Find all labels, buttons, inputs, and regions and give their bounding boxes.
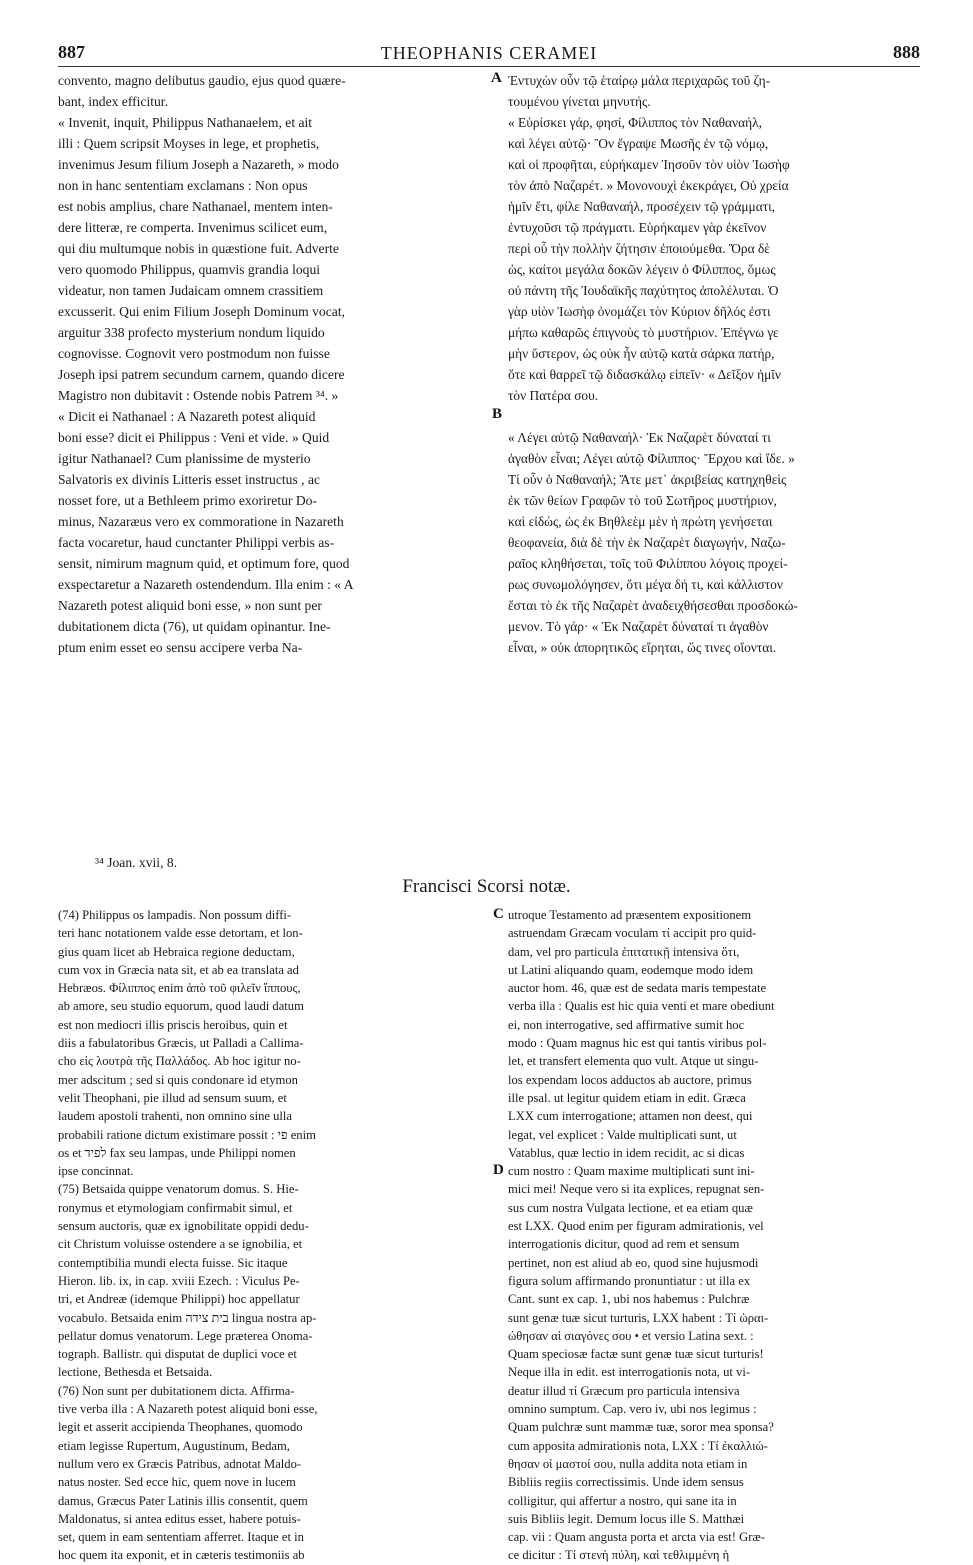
latin-text-line: videatur, non tamen Judaicam omnem crassitiem: [58, 283, 324, 298]
note-line: Quam speciosæ factæ sunt genæ tuæ sicut turturis!: [508, 1347, 764, 1362]
note-line: gius quam licet ab Hebraica regione deductam,: [58, 944, 295, 959]
note-line: contemptibilia mundi electa fuisse. Sic itaque: [58, 1255, 288, 1270]
latin-text-line: arguitur 338 profecto mysterium nondum liquido: [58, 325, 325, 340]
note-line: est non mediocri illis priscis heroibus, quin et: [58, 1017, 288, 1032]
note-line: cap. vii : Quam angusta porta et arcta via est! Græ-: [508, 1530, 766, 1545]
greek-text-line: οὐ πάντη τῆς Ἰουδαϊκῆς παχύτητος ἀπολέλυται. Ὁ: [508, 283, 779, 298]
note-line: θησαν οἱ μαστοί σου, nulla addita nota etiam in: [508, 1456, 748, 1471]
latin-text-line: Salvatoris ex divinis Litteris esset instructus , ac: [58, 472, 321, 487]
note-line: Bibliis regiis correctissimis. Unde idem sensus: [508, 1475, 744, 1490]
greek-text-line: Τί οὖν ὁ Ναθαναήλ; Ἅτε μετ᾽ ἀκριβείας κατηχηθεὶς: [508, 472, 787, 487]
note-line: pertinet, non est aliud ab eo, quod sine hujusmodi: [508, 1255, 759, 1270]
note-line: sus cum nostra Vulgata lectione, et ea etiam quæ: [508, 1200, 753, 1215]
greek-text-line: καὶ οἱ προφῆται, εὑρήκαμεν Ἰησοῦν τὸν υἱὸν Ἰωσὴφ: [508, 157, 790, 172]
greek-text-line: τὸν ἀπὸ Ναζαρέτ. » Μονονουχὶ ἐκεκράγει, Οὐ χρεία: [508, 178, 789, 193]
latin-text-line: dubitationem dicta (76), ut quidam opinantur. Ine-: [58, 619, 331, 634]
note-line: Maldonatus, si antea editus esset, habere potuis-: [58, 1511, 301, 1526]
latin-text-line: invenimus Jesum filium Joseph a Nazareth, » modo: [58, 157, 339, 172]
note-line: ut Latini aliquando quam, eodemque modo idem: [508, 962, 754, 977]
note-line: dam, vel pro particula ἐπιτατικῇ intensiva ὅτι,: [508, 944, 740, 959]
greek-text-line: εἶναι, » οὐκ ἀπορητικῶς εἴρηται, ὥς τινες οἴονται.: [508, 640, 777, 655]
note-line: ab amore, seu studio equorum, quod laudi datum: [58, 999, 304, 1014]
note-line: etiam legisse Rupertum, Augustinum, Bedam,: [58, 1438, 290, 1453]
note-line: natus noster. Sed ecce hic, quem nove in lucem: [58, 1475, 296, 1490]
note-line: probabili ratione dictum existimare possit : פי enim: [58, 1127, 316, 1142]
greek-text-line: ἀγαθὸν εἶναι; Λέγει αὐτῷ Φίλιππος· Ἔρχου καὶ ἴδε. »: [508, 451, 795, 466]
note-line: laudem apostoli trahenti, non omnino sine ulla: [58, 1109, 292, 1124]
note-line: lectione, Bethesda et Betsaida.: [58, 1365, 213, 1380]
note-line: verba illa : Qualis est hic quia venti et mare obediunt: [508, 999, 775, 1014]
note-line: cum vox in Græcia nata sit, et ab ea translata ad: [58, 962, 299, 977]
note-line: ronymus et etymologiam confirmabit simul, et: [58, 1200, 293, 1215]
latin-text-line: igitur Nathanael? Cum planissime de mysterio: [58, 451, 311, 466]
running-header: [58, 40, 920, 67]
note-line: utroque Testamento ad præsentem expositionem: [508, 908, 752, 922]
note-line: damus, Græcus Pater Latinis illis consentit, quem: [58, 1493, 308, 1508]
note-line: figura solum affirmando pronuntiatur : ut illa ex: [508, 1273, 751, 1288]
margin-marker-b: B: [492, 406, 503, 422]
note-line: astruendam Græcam voculam τί accipit pro quid-: [508, 926, 757, 941]
latin-text-line: exspectaretur a Nazareth ostendendum. Illa enim : « A: [58, 577, 354, 592]
note-line: ei, non interrogative, sed affirmative sumit hoc: [508, 1017, 745, 1032]
note-line: legat, vel explicet : Valde multiplicati sunt, ut: [508, 1127, 737, 1142]
note-line: mer adscitum ; sed si quis condonare id etymon: [58, 1072, 298, 1087]
note-line: omnino sumptum. Cap. vero iv, ubi nos legimus :: [508, 1402, 757, 1417]
running-title: THEOPHANIS CERAMEI: [380, 43, 598, 63]
greek-text-line: ρως συνωμολόγησεν, ὅτι μέγα δή τι, καὶ κάλλιστον: [508, 577, 783, 592]
note-line: nullum vero ex Græcis Patribus, adnotat Maldo-: [58, 1456, 302, 1471]
notes-heading: Francisci Scorsi notæ.: [402, 876, 571, 897]
greek-text-line: ἔσται τὸ ἐκ τῆς Ναζαρὲτ ἀναδειχθήσεσθαι προσδοκώ-: [508, 598, 798, 613]
note-line: teri hanc notationem valde esse detortam, et lon-: [58, 926, 303, 941]
greek-text-line: ἐκ τῶν θείων Γραφῶν τὸ τοῦ Σωτῆρος μυστήριον,: [508, 493, 777, 508]
note-line: cit Christum voluisse ostendere a se ignobilia, et: [58, 1237, 303, 1252]
latin-text-line: nosset fore, ut a Bethleem primo exoriretur Do-: [58, 493, 317, 508]
note-line: (75) Betsaida quippe venatorum domus. S. Hie-: [58, 1182, 299, 1197]
latin-text-column: [58, 70, 490, 658]
note-line: diis a fabulatoribus Græcis, ut Palladi a Callima-: [58, 1036, 304, 1051]
greek-text-line: περὶ οὗ τὴν πολλὴν ζήτησιν ἐποιούμεθα. Ὅρα δὲ: [508, 241, 770, 256]
latin-text-line: non in hanc sententiam exclamans : Non opus: [58, 178, 308, 193]
note-line: cum nostro : Quam maxime multiplicati sunt ini-: [508, 1164, 755, 1179]
greek-text-line: [508, 406, 920, 427]
latin-text-line: illi : Quem scripsit Moyses in lege, et prophetis,: [58, 136, 320, 151]
greek-text-line: μενον. Τὸ γάρ· « Ἐκ Ναζαρὲτ δύναταί τι ἀγαθὸν: [508, 619, 769, 634]
margin-marker-d: D: [493, 1162, 504, 1178]
latin-text-line: minus, Nazaræus vero ex commoratione in Nazareth: [58, 514, 344, 529]
note-line: legit et asserit accipienda Theophanes, quomodo: [58, 1420, 303, 1435]
greek-text-line: ραῖος κληθήσεται, τοῖς τοῦ Φιλίππου λόγοις προχεί-: [508, 556, 788, 571]
latin-text-line: ptum enim esset eo sensu accipere verba Na-: [58, 640, 303, 655]
greek-text-line: ὡς, καίτοι μεγάλα δοκῶν λέγειν ὁ Φίλιππος, ὅμως: [508, 262, 776, 277]
page-number-right: 888: [893, 42, 920, 62]
greek-text-line: τουμένου γίνεται μηνυτής.: [508, 94, 651, 109]
latin-text-line: « Dicit ei Nathanael : A Nazareth potest aliquid: [58, 409, 316, 424]
margin-marker-c: C: [493, 906, 504, 922]
latin-text-line: convento, magno delibutus gaudio, ejus quod quære-: [58, 73, 346, 88]
greek-text-column: [508, 70, 920, 658]
latin-text-line: boni esse? dicit ei Philippus : Veni et vide. » Quid: [58, 430, 330, 445]
greek-text-line: ἡμῖν ἔτι, φίλε Ναθαναήλ, προσέχειν τῷ γράμματι,: [508, 199, 776, 214]
note-line: est LXX. Quod enim per figuram admirationis, vel: [508, 1219, 764, 1234]
latin-text-line: excusserit. Qui enim Filium Joseph Dominum vocat,: [58, 304, 345, 319]
notes-left-column: [58, 906, 490, 1565]
note-line: interrogationis dicitur, quod ad rem et sensum: [508, 1237, 740, 1252]
margin-marker-a: A: [491, 70, 502, 86]
greek-text-line: καὶ εἰδώς, ὡς ἐκ Βηθλεὲμ μὲν ἡ πρώτη γενήσεται: [508, 514, 773, 529]
latin-text-line: Magistro non dubitavit : Ostende nobis Patrem ³⁴. »: [58, 388, 339, 403]
notes-right-column: [508, 906, 920, 1565]
greek-text-line: ἐντυχοῦσι τῷ πράγματι. Εὑρήκαμεν γὰρ ἐκεῖνον: [508, 220, 767, 235]
note-line: los expendam locos adductos ab auctore, primus: [508, 1072, 752, 1087]
footnote-reference: ³⁴ Joan. xvii, 8.: [95, 855, 178, 870]
latin-text-line: dere litteræ, re comperta. Invenimus scilicet eum,: [58, 220, 328, 235]
note-line: os et לפיד fax seu lampas, unde Philippi nomen: [58, 1145, 296, 1160]
greek-text-line: μὴν ὕστερον, ὡς οὐκ ἦν αὐτῷ κατὰ σάρκα πατήρ,: [508, 346, 775, 361]
greek-text-line: γὰρ υἱὸν Ἰωσὴφ ὀνομάζει τὸν Κύριον δῆλός ἐστι: [508, 304, 771, 319]
latin-text-line: est nobis amplius, chare Nathanael, mentem inten-: [58, 199, 333, 214]
note-line: tograph. Ballistr. qui disputat de duplici voce et: [58, 1347, 297, 1362]
note-line: Cant. sunt ex cap. 1, ubi nos habemus : Pulchræ: [508, 1292, 750, 1307]
note-line: sunt genæ tuæ sicut turturis, LXX habent : Τί ὡραι-: [508, 1310, 769, 1325]
page-number-left: 887: [58, 42, 85, 62]
note-line: cho εἰς λουτρὰ τῆς Παλλάδος. Ab hoc igitur no-: [58, 1054, 301, 1069]
greek-text-line: θεοφανεία, διὰ δὲ τὴν ἐκ Ναζαρὲτ διαγωγήν, Ναζω-: [508, 535, 786, 550]
latin-text-line: Joseph ipsi patrem secundum carnem, quando dicere: [58, 367, 345, 382]
note-line: ce dicitur : Τί στενὴ πύλη, καὶ τεθλιμμένη ἡ: [508, 1548, 730, 1563]
note-line: vocabulo. Betsaida enim בית צידה lingua nostra ap-: [58, 1310, 317, 1325]
greek-text-line: « Εὑρίσκει γάρ, φησί, Φίλιππος τὸν Ναθαναήλ,: [508, 115, 762, 130]
note-line: Hebræos. Φίλιππος enim ἀπὸ τοῦ φιλεῖν ἵππους,: [58, 981, 301, 996]
note-line: ipse concinnat.: [58, 1164, 134, 1179]
note-line: mici mei! Neque vero si ita explices, repugnat sen-: [508, 1182, 765, 1197]
greek-text-line: « Λέγει αὐτῷ Ναθαναήλ· Ἐκ Ναζαρὲτ δύναταί τι: [508, 430, 771, 445]
note-line: Hieron. lib. ix, in cap. xviii Ezech. : Viculus Pe-: [58, 1273, 300, 1288]
note-line: let, et transfert elementa quo vult. Atque ut singu-: [508, 1054, 759, 1069]
greek-text-line: τὸν Πατέρα σου.: [508, 388, 599, 403]
note-line: velit Theophani, pie illud ad sensum suum, et: [58, 1090, 287, 1105]
note-line: Neque illa in edit. est interrogationis nota, ut vi-: [508, 1365, 751, 1380]
greek-text-line: Ἐντυχὼν οὖν τῷ ἑταίρῳ μάλα περιχαρῶς τοῦ ζη-: [508, 73, 771, 88]
latin-text-line: « Invenit, inquit, Philippus Nathanaelem, et ait: [58, 115, 313, 130]
note-line: cum apposita admirationis nota, LXX : Τί ἐκαλλιώ-: [508, 1438, 768, 1453]
note-line: (76) Non sunt per dubitationem dicta. Affirma-: [58, 1383, 295, 1398]
note-line: suis Bibliis legit. Demum locus ille S. Matthæi: [508, 1511, 745, 1526]
latin-text-line: sensit, nimirum magnum quid, et optimum fore, quod: [58, 556, 350, 571]
note-line: tive verba illa : A Nazareth potest aliquid boni esse,: [58, 1402, 318, 1417]
latin-text-line: cognovisse. Cognovit vero postmodum non fuisse: [58, 346, 330, 361]
latin-text-line: facta vocaretur, haud cunctanter Philippi verbis as-: [58, 535, 335, 550]
greek-text-line: καὶ λέγει αὐτῷ· Ὃν ἔγραψε Μωσῆς ἐν τῷ νόμῳ,: [508, 136, 769, 151]
note-line: pellatur domus venatorum. Lege præterea Onoma-: [58, 1328, 313, 1343]
note-line: (74) Philippus os lampadis. Non possum diffi-: [58, 908, 292, 922]
note-line: ille psal. ut legitur quidem etiam in edit. Græca: [508, 1090, 746, 1105]
note-line: Vatablus, quæ lectio in idem recidit, ac si dicas: [508, 1145, 745, 1160]
latin-text-line: bant, index efficitur.: [58, 94, 168, 109]
note-line: sensum auctoris, quæ ex ignobilitate oppidi dedu-: [58, 1219, 309, 1234]
greek-text-line: μήπω καθαρῶς ἐπιγνοὺς τὸ μυστήριον. Ἐπέγνω γε: [508, 325, 779, 340]
latin-text-line: Nazareth potest aliquid boni esse, » non sunt per: [58, 598, 322, 613]
latin-text-line: vero quomodo Philippus, quamvis grandia loqui: [58, 262, 321, 277]
note-line: tri, et Andreæ (idemque Philippi) hoc appellatur: [58, 1292, 300, 1307]
note-line: hoc quem ita exponit, et in cæteris testimoniis ab: [58, 1548, 305, 1563]
note-line: modo : Quam magnus hic est qui tantis viribus pol-: [508, 1036, 767, 1051]
note-line: set, quem in eam sententiam afferret. Itaque et in: [58, 1530, 304, 1545]
note-line: colligitur, qui affertur a nostro, qui sane ita in: [508, 1493, 737, 1508]
note-line: LXX cum interrogatione; attamen non deest, qui: [508, 1109, 753, 1124]
note-line: deatur illud τί Græcum pro particula intensiva: [508, 1383, 740, 1398]
latin-text-line: qui diu multumque nobis in quæstione fuit. Adverte: [58, 241, 339, 256]
note-line: Quam pulchræ sunt mammæ tuæ, soror mea sponsa?: [508, 1420, 774, 1435]
note-line: ώθησαν αἱ σιαγόνες σου • et versio Latina sext. :: [508, 1328, 754, 1343]
greek-text-line: ὅτε καὶ θαρρεῖ τῷ διδασκάλῳ εἰπεῖν· « Δεῖξον ἡμῖν: [508, 367, 781, 382]
note-line: auctor hom. 46, quæ est de sedata maris tempestate: [508, 981, 767, 996]
